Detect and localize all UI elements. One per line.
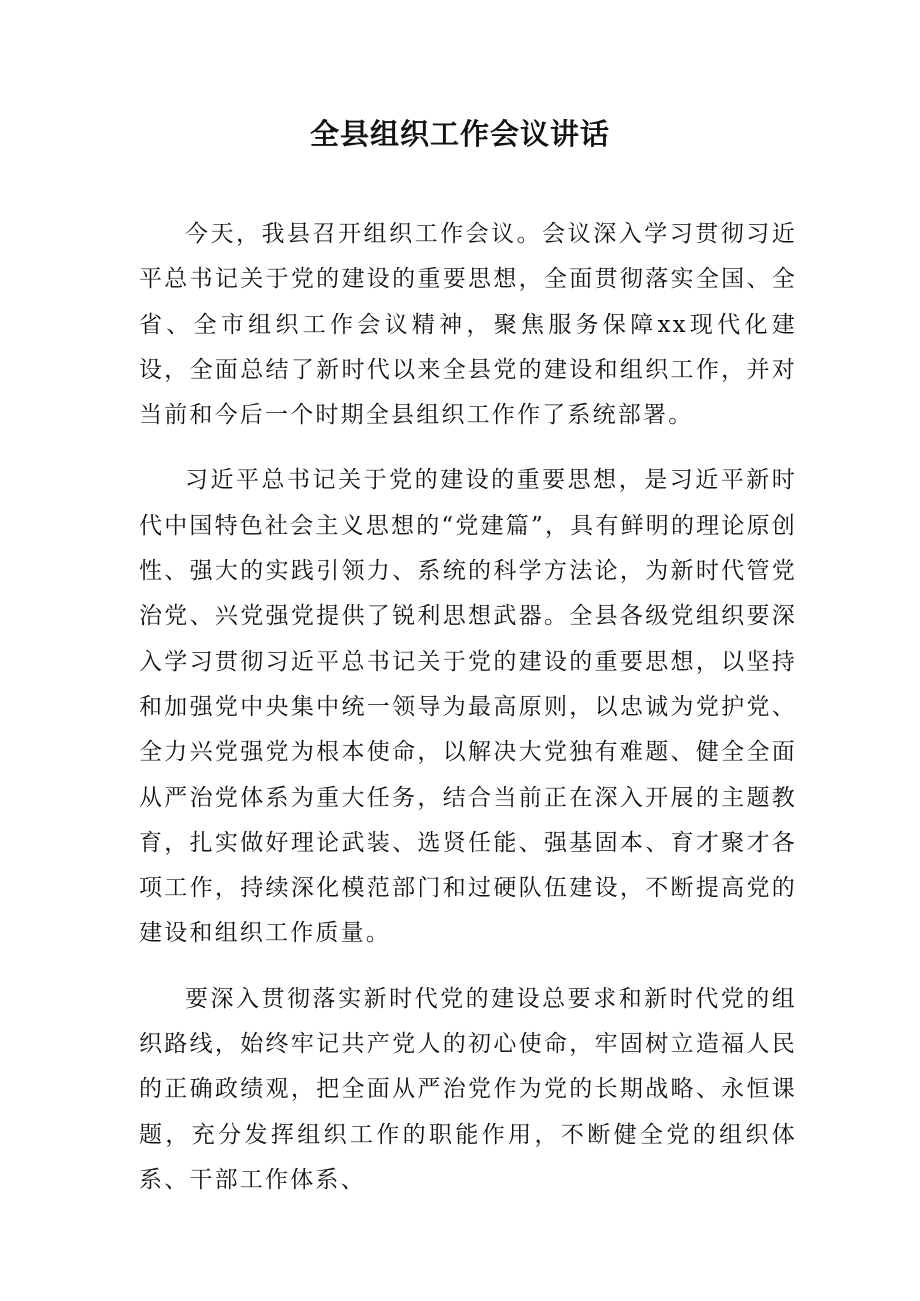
document-body	[139, 212, 797, 1203]
document-title: 全县组织工作会议讲话	[309, 117, 610, 151]
paragraph-3: 要深入贯彻落实新时代党的建设总要求和新时代党的组织路线，始终牢记共产党人的初心使命，牢固树立造福人民的正确政绩观，把全面从严治党作为党的长期战略、永恒课题，充分发挥组织工作的职能作用，不断健全党的组织体系、干部工作体系、	[139, 985, 797, 1193]
paragraph-1: 今天，我县召开组织工作会议。会议深入学习贯彻习近平总书记关于党的建设的重要思想，全面贯彻落实全国、全省、全市组织工作会议精神，聚焦服务保障xx现代化建设，全面总结了新时代以来全县党的建设和组织工作，并对当前和今后一个时期全县组织工作作了系统部署。	[139, 221, 797, 429]
paragraph-2: 习近平总书记关于党的建设的重要思想，是习近平新时代中国特色社会主义思想的“党建篇”，具有鲜明的理论原创性、强大的实践引领力、系统的科学方法论，为新时代管党治党、兴党强党提供了锐利思想武器。全县各级党组织要深入学习贯彻习近平总书记关于党的建设的重要思想，以坚持和加强党中央集中统一领导为最高原则，以忠诚为党护党、全力兴党强党为根本使命，以解决大党独有难题、健全全面从严治党体系为重大任务，结合当前正在深入开展的主题教育，扎实做好理论武装、选贤任能、强基固本、育才聚才各项工作，持续深化模范部门和过硬队伍建设，不断提高党的建设和组织工作质量。	[139, 467, 797, 947]
